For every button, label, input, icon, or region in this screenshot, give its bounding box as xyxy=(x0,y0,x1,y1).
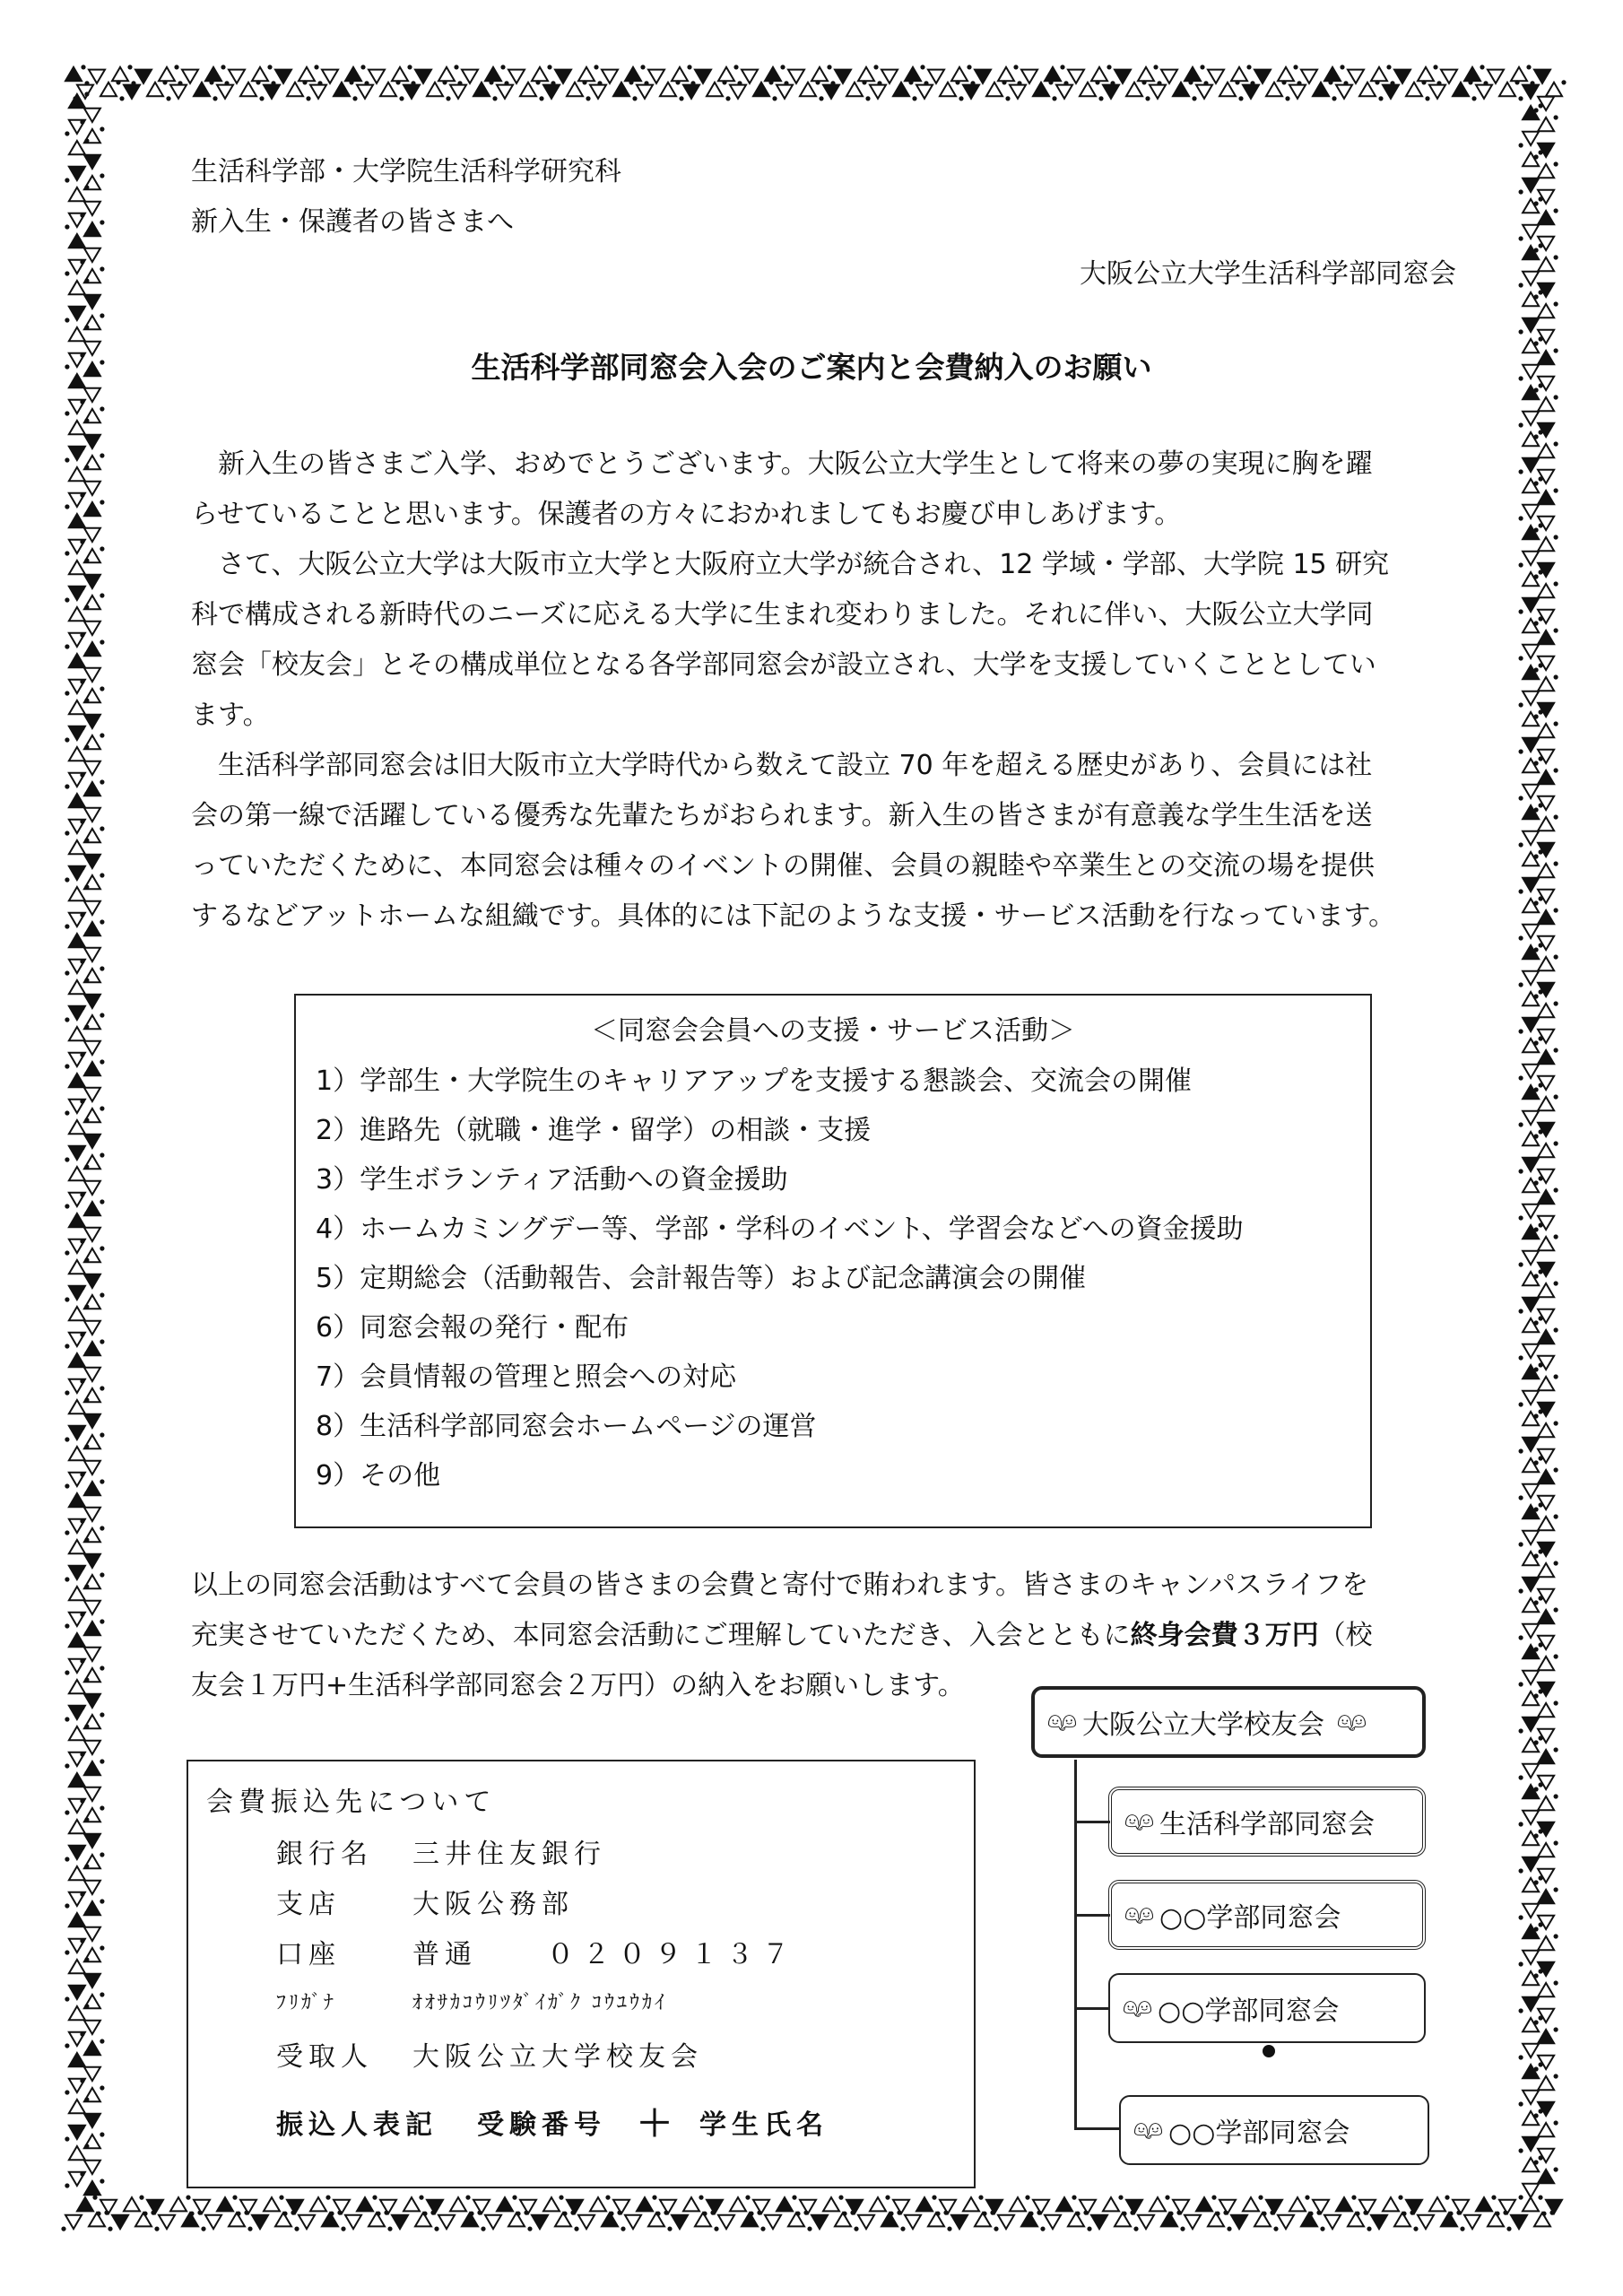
org-child-label: 生活科学部同窓会 xyxy=(1159,1809,1376,1840)
people-icon: 👫︎ xyxy=(1133,2117,1159,2144)
service-item: 6）同窓会報の発行・配布 xyxy=(316,1312,629,1344)
intro-line: っていただくために、本同窓会は種々のイベントの開催、会員の親睦や卒業生との交流の場を提供 xyxy=(191,850,1375,882)
service-item: 1）学部生・大学院生のキャリアアップを支援する懇談会、交流会の開催 xyxy=(316,1065,1192,1097)
service-item: 9）その他 xyxy=(316,1460,441,1492)
org-child-life-science xyxy=(1108,1787,1426,1857)
furigana-label: ﾌﾘｶﾞﾅ xyxy=(276,1992,337,2014)
tree-branch-line xyxy=(1074,2127,1119,2130)
tree-branch-line xyxy=(1074,1914,1110,1917)
service-item: 8）生活科学部同窓会ホームページの運営 xyxy=(316,1411,817,1442)
plus-sign: ＋ xyxy=(637,2102,678,2144)
service-item: 7）会員情報の管理と照会への対応 xyxy=(316,1361,737,1393)
org-root-alumni-association xyxy=(1031,1686,1426,1758)
people-icon: 👫︎ xyxy=(1124,1901,1150,1928)
ellipsis-dot xyxy=(1263,2045,1275,2057)
intro-line: 生活科学部同窓会は旧大阪市立大学時代から数えて設立 70 年を超える歴史があり、会員には社 xyxy=(191,750,1373,781)
closing-line-2-post: （校 xyxy=(1318,1620,1373,1651)
services-heading: ＜同窓会会員への支援・サービス活動＞ xyxy=(591,1015,1075,1047)
service-item: 5）定期総会（活動報告、会計報告等）および記念講演会の開催 xyxy=(316,1263,1087,1294)
services-box xyxy=(294,994,1372,1528)
bank-heading: 会費振込先について xyxy=(206,1787,497,1818)
lifetime-fee: 終身会費３万円 xyxy=(1130,1620,1319,1651)
account-type: 普通 xyxy=(412,1939,477,1970)
bank-transfer-box xyxy=(187,1760,976,2188)
closing-line-2-pre: 充実させていただくため、本同窓会活動にご理解していただき、入会とともに xyxy=(191,1620,1131,1651)
intro-line: 会の第一線で活躍している優秀な先輩たちがおられます。新入生の皆さまが有意義な学生生活を送 xyxy=(191,800,1373,831)
closing-line-1: 以上の同窓会活動はすべて会員の皆さまの会費と寄付で賄われます。皆さまのキャンパスライフを xyxy=(191,1570,1369,1601)
tree-branch-line xyxy=(1074,2007,1110,2010)
branch-value: 大阪公務部 xyxy=(412,1889,574,1920)
org-child-faculty xyxy=(1108,1880,1426,1950)
intro-line: ます。 xyxy=(191,700,270,731)
payee-label: 受取人 xyxy=(276,2041,373,2073)
recipient-line-1: 生活科学部・大学院生活科学研究科 xyxy=(191,156,621,187)
intro-line: 科で構成される新時代のニーズに応える大学に生まれ変わりました。それに伴い、大阪公立大学同 xyxy=(191,599,1374,631)
intro-paragraph xyxy=(191,439,1464,942)
org-child-label: ○○学部同窓会 xyxy=(1168,2118,1350,2149)
closing-line-2 xyxy=(191,1611,1464,1661)
sender: 大阪公立大学生活科学部同窓会 xyxy=(1080,258,1456,290)
service-item: 3）学生ボランティア活動への資金援助 xyxy=(316,1164,788,1196)
intro-line: するなどアットホームな組織です。具体的には下記のような支援・サービス活動を行なっています。 xyxy=(191,900,1396,932)
org-child-faculty xyxy=(1108,1973,1426,2043)
intro-line: らせていることと思います。保護者の方々におかれましてもお慶び申しあげます。 xyxy=(191,499,1182,530)
closing-line-3: 友会１万円+生活科学部同窓会２万円）の納入をお願いします。 xyxy=(191,1670,965,1701)
org-root-label: 大阪公立大学校友会 xyxy=(1082,1709,1325,1741)
recipient-line-2: 新入生・保護者の皆さまへ xyxy=(191,206,514,238)
org-child-label: ○○学部同窓会 xyxy=(1158,1996,1340,2027)
page-title: 生活科学部同窓会入会のご案内と会費納入のお願い xyxy=(471,350,1152,385)
account-label: 口座 xyxy=(276,1939,341,1970)
service-item: 4）ホームカミングデー等、学部・学科のイベント、学習会などへの資金援助 xyxy=(316,1213,1244,1245)
remitter-part-2: 学生氏名 xyxy=(699,2109,829,2141)
bank-name-value: 三井住友銀行 xyxy=(412,1839,606,1870)
org-child-faculty xyxy=(1119,2095,1429,2165)
people-icon: 👫︎ xyxy=(1123,1995,1148,2022)
intro-line: 窓会「校友会」とその構成単位となる各学部同窓会が設立され、大学を支援していくこととしてい xyxy=(191,649,1376,681)
intro-line: 新入生の皆さまご入学、おめでとうございます。大阪公立大学生として将来の夢の実現に胸を躍 xyxy=(191,448,1373,480)
branch-label: 支店 xyxy=(276,1889,341,1920)
org-child-label: ○○学部同窓会 xyxy=(1159,1902,1341,1934)
people-icon: 👫︎ xyxy=(1337,1709,1362,1735)
people-icon: 👫︎ xyxy=(1124,1808,1150,1835)
tree-trunk-line xyxy=(1074,1760,1077,2130)
account-number: ０２０９１３７ xyxy=(547,1939,798,1970)
furigana-value: ｵｵｻｶｺｳﾘﾂﾀﾞｲｶﾞｸ ｺｳﾕｳｶｲ xyxy=(412,1992,667,2014)
payee-value: 大阪公立大学校友会 xyxy=(412,2041,703,2073)
bank-name-label: 銀行名 xyxy=(276,1839,373,1870)
service-item: 2）進路先（就職・進学・留学）の相談・支援 xyxy=(316,1115,872,1146)
remitter-part-1: 受験番号 xyxy=(477,2109,606,2141)
intro-line: さて、大阪公立大学は大阪市立大学と大阪府立大学が統合され、12 学域・学部、大学院 15 研究 xyxy=(191,549,1390,580)
remitter-label: 振込人表記 xyxy=(276,2109,438,2141)
people-icon: 👫︎ xyxy=(1047,1709,1072,1735)
tree-branch-line xyxy=(1074,1821,1110,1823)
